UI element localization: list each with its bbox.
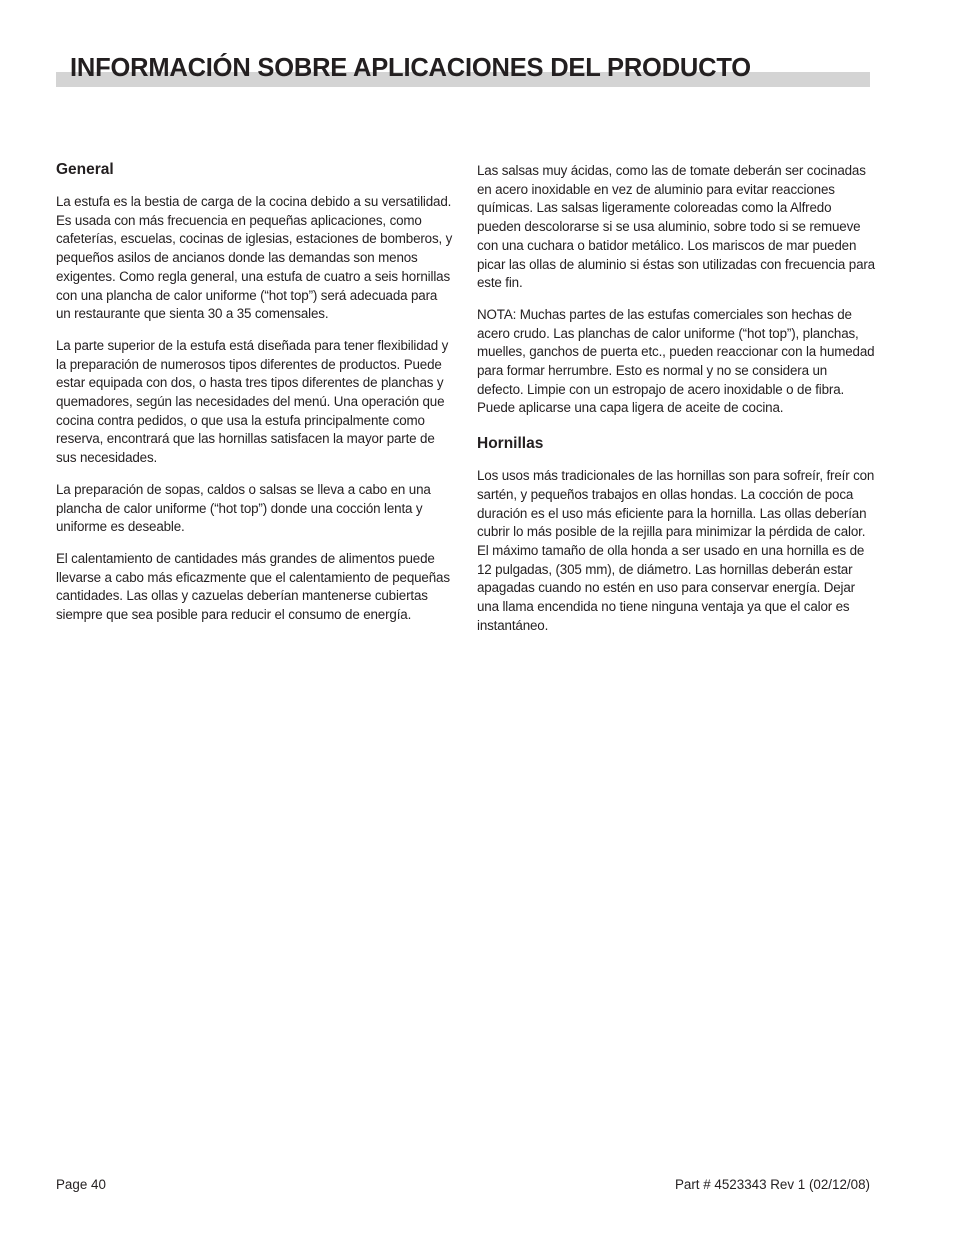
section-heading-general: General bbox=[56, 161, 114, 178]
page-number: Page 40 bbox=[56, 1177, 106, 1192]
paragraph: El calentamiento de cantidades más grandes de alimentos puede llevarse a cabo más eficazmente que el calentamiento de pequeñas cantidades. Las ollas y cazuelas deberían mantenerse cubiertas siempre que sea posible para reducir el consumo de energía. bbox=[56, 550, 450, 623]
page-title: INFORMACIÓN SOBRE APLICACIONES DEL PRODUCTO bbox=[70, 54, 751, 82]
note-paragraph: NOTA: Muchas partes de las estufas comerciales son hechas de acero crudo. Las planchas de calor uniforme (“hot top”), planchas, muelles, ganchos de puerta etc., pueden reaccionar con la humedad para formar herrumbre. Esto es normal y no se considera un defecto. Limpie con un estropajo de acero inoxidable o de fibra. Puede aplicarse una capa ligera de aceite de cocina. bbox=[477, 306, 875, 416]
paragraph: La parte superior de la estufa está diseñada para tener flexibilidad y la preparación de numerosos tipos diferentes de productos. Puede estar equipada con dos, o hasta tres tipos diferentes de planchas y quemadores, según las necesidades del menú. Una operación que cocina contra pedidos, o que usa la estufa principalmente como reserva, encontrará que las hornillas satisfacen la mayor parte de sus necesidades. bbox=[56, 337, 449, 466]
part-number: Part # 4523343 Rev 1 (02/12/08) bbox=[674, 1177, 870, 1192]
left-column bbox=[56, 160, 454, 638]
paragraph: Los usos más tradicionales de las hornillas son para sofreír, freír con sartén, y pequeños trabajos en ollas hondas. La cocción de poca duración es el uso más eficiente para la hornilla. Las ollas deberían cubrir lo más posible de la rejilla para minimizar la pérdida de calor. El máximo tamaño de olla honda a ser usado en una hornilla es de 12 pulgadas, (305 mm), de diámetro. Las hornillas deberán estar apagadas cuando no estén en uso para conservar energía. Dejar una llama encendida no tiene ninguna ventaja ya que el calor es instantáneo. bbox=[477, 468, 875, 633]
right-column bbox=[477, 162, 875, 648]
paragraph: La preparación de sopas, caldos o salsas se lleva a cabo en una plancha de calor uniforme (“hot top”) donde una cocción lenta y uniforme es deseable. bbox=[56, 481, 431, 535]
section-heading-hornillas: Hornillas bbox=[477, 435, 544, 453]
paragraph: La estufa es la bestia de carga de la cocina debido a su versatilidad. Es usada con más frecuencia en pequeñas aplicaciones, como cafeterías, escuelas, cocinas de iglesias, estaciones de bomberos, y pequeños asilos de ancianos donde las demandas son menos exigentes. Como regla general, una estufa de cuatro a seis hornillas con una plancha de calor uniforme (“hot top”) será adecuada para un restaurante que sienta 30 a 35 comensales. bbox=[56, 194, 453, 322]
paragraph: Las salsas muy ácidas, como las de tomate deberán ser cocinadas en acero inoxidable en vez de aluminio para evitar reacciones químicas. Las salsas ligeramente coloreadas como la Alfredo pueden descolorarse si se usa aluminio, sobre todo si se remueve con una cuchara o batidor metálico. Los mariscos de mar pueden picar las ollas de aluminio si éstas son utilizadas con frecuencia para este fin. bbox=[477, 163, 875, 291]
